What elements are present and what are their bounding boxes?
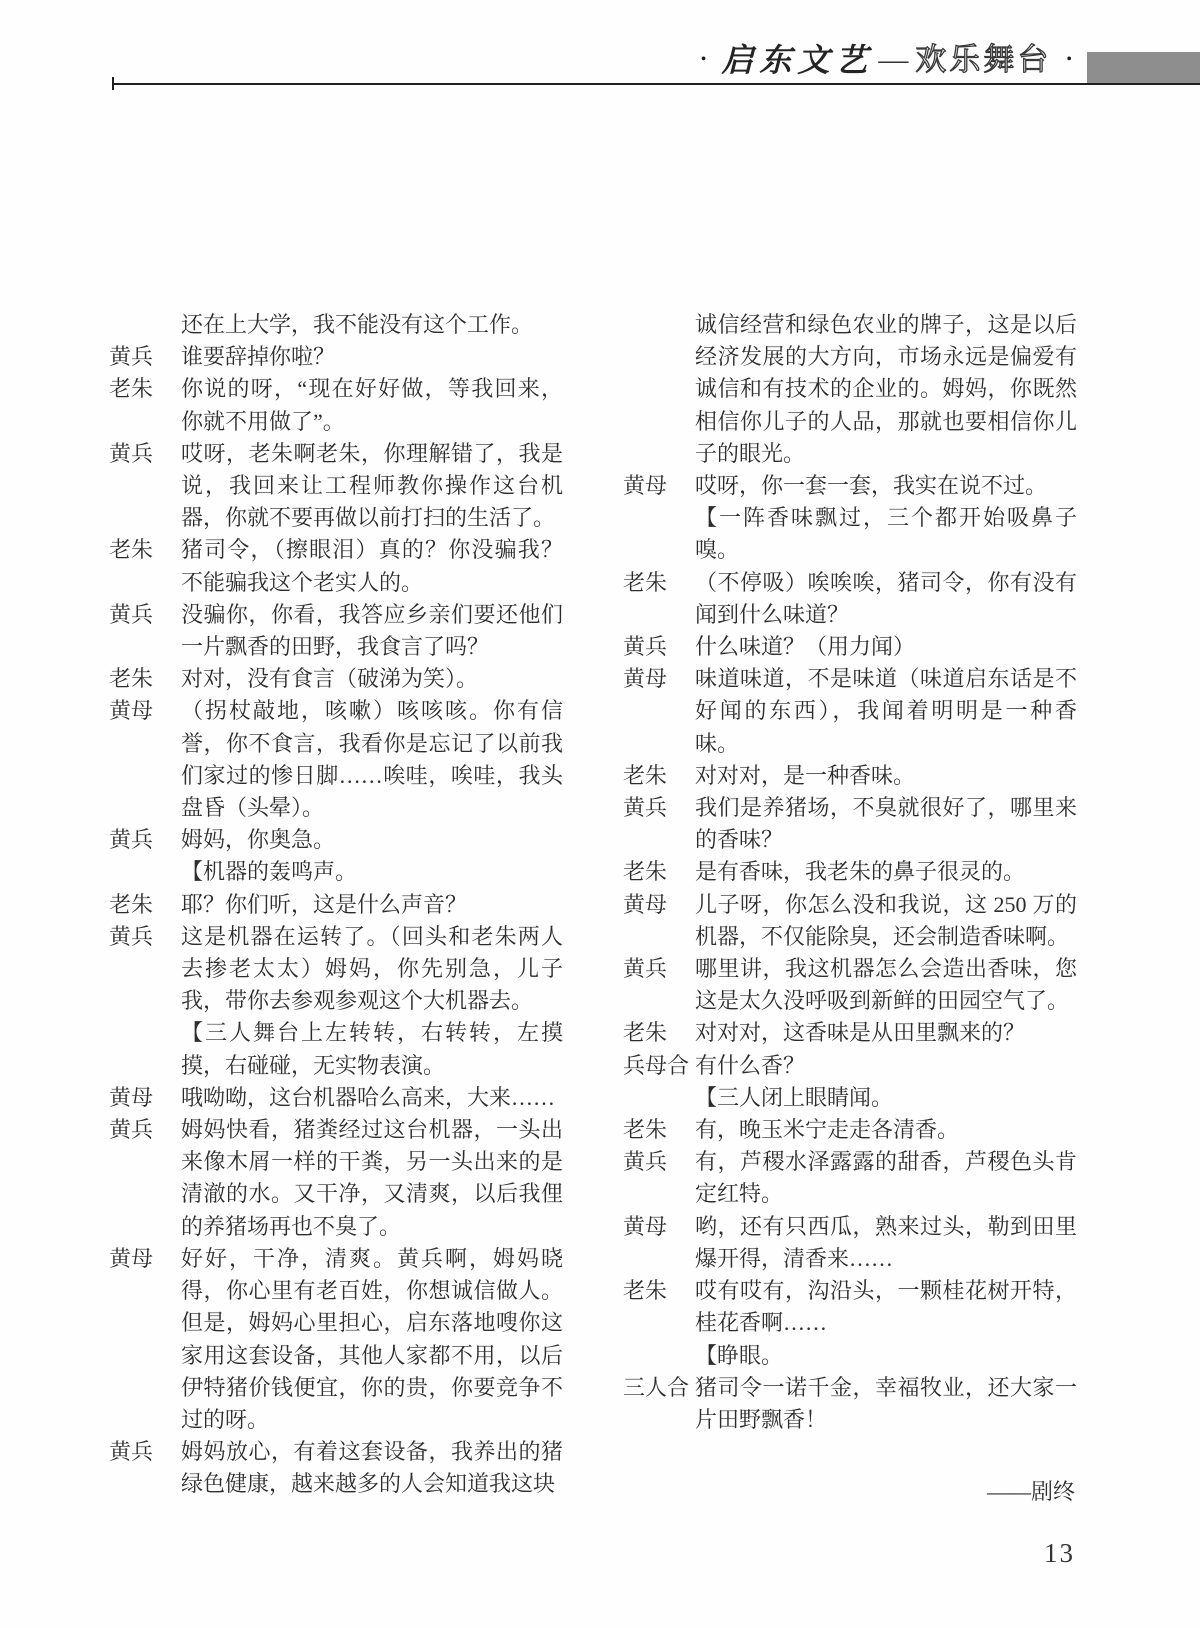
dialogue-text: 味道味道，不是味道（味道启东话是不好闻的东西），我闻着明明是一种香味。 [695, 666, 1077, 756]
speaker-label: 黄母 [109, 1084, 154, 1110]
dialogue-entry [109, 341, 563, 373]
script-end-mark: ——剧终 [986, 1479, 1075, 1505]
stage-direction [623, 502, 1077, 566]
dialogue-entry [623, 663, 1077, 760]
stage-text: 【一阵香味飘过，三个都开始吸鼻子嗅。 [695, 505, 1077, 563]
speaker-label: 黄兵 [623, 795, 668, 821]
speaker-label: 黄母 [109, 1245, 154, 1271]
dialogue-text: 哎有哎有，沟沿头，一颗桂花树开特，桂花香啊…… [695, 1278, 1077, 1336]
dialogue-text: 姆妈，你奥急。 [181, 827, 336, 853]
stage-text: 【机器的轰鸣声。 [181, 859, 358, 885]
speaker-label [109, 856, 181, 888]
dialogue-text: 耶？你们听，这是什么声音？ [181, 891, 468, 917]
dialogue-entry [109, 824, 563, 856]
stage-direction [623, 1082, 1077, 1114]
header-dash: — [878, 43, 909, 76]
dialogue-continuation [109, 309, 563, 341]
speaker-label: 黄母 [623, 891, 668, 917]
speaker-label [109, 309, 181, 341]
dialogue-entry [623, 1372, 1077, 1436]
dialogue-entry [623, 889, 1077, 953]
speaker-label: 黄兵 [623, 956, 668, 982]
speaker-label: 黄母 [623, 1213, 668, 1239]
speaker-label [623, 502, 695, 566]
dialogue-text: 哦呦呦，这台机器哈么高来，大来…… [181, 1084, 556, 1110]
dialogue-text: 对对，没有食言（破涕为笑）。 [181, 666, 479, 692]
speaker-label: 老朱 [109, 891, 154, 917]
dialogue-text: 诚信经营和绿色农业的牌子，这是以后经济发展的大方向，市场永远是偏爱有诚信和有技术的企业的。姆妈，你既然相信你儿子的人品，那就也要相信你儿子的眼光。 [695, 312, 1077, 466]
stage-direction [623, 1340, 1077, 1372]
speaker-label: 老朱 [623, 1117, 668, 1143]
page-number: 13 [1044, 1538, 1075, 1568]
speaker-label: 黄母 [623, 666, 668, 692]
dialogue-entry [623, 953, 1077, 1017]
dialogue-text: 这是机器在运转了。（回头和老朱两人去掺老太太）姆妈，你先别急，儿子我，带你去参观参观这个大机器去。 [181, 923, 563, 1014]
stage-text: 【三人舞台上左转转，右转转，左摸摸，右碰碰，无实物表演。 [181, 1020, 563, 1078]
speaker-label: 黄兵 [109, 827, 154, 853]
speaker-label [623, 309, 695, 470]
dialogue-entry [109, 534, 563, 598]
speaker-label: 三人合 [623, 1374, 690, 1400]
dialogue-entry [623, 470, 1077, 502]
dialogue-entry [623, 1275, 1077, 1339]
header-bullet-right: • [1066, 51, 1072, 68]
dialogue-entry [109, 438, 563, 535]
dialogue-entry [623, 567, 1077, 631]
header-rule-line [113, 83, 1200, 85]
dialogue-entry [109, 663, 563, 695]
dialogue-text: （不停吸）唉唉唉，猪司令，你有没有闻到什么味道？ [695, 569, 1077, 627]
stage-text: 【睁眼。 [695, 1342, 784, 1368]
left-column-entries [109, 309, 563, 1501]
dialogue-entry [623, 1146, 1077, 1210]
speaker-label: 黄兵 [109, 601, 154, 627]
dialogue-entry [109, 1243, 563, 1436]
speaker-label: 黄兵 [623, 1149, 668, 1175]
dialogue-text: 有什么香？ [695, 1052, 806, 1078]
dialogue-entry [623, 792, 1077, 856]
magazine-name: 启东文艺 [721, 42, 874, 78]
stage-direction [109, 856, 563, 888]
speaker-label: 黄兵 [109, 344, 154, 370]
dialogue-entry [109, 695, 563, 824]
dialogue-entry [623, 1114, 1077, 1146]
dialogue-text: 有，芦稷水泽露露的甜香，芦稷色头肯定红特。 [695, 1149, 1077, 1207]
speaker-label: 黄母 [623, 473, 668, 499]
dialogue-text: 对对对，这香味是从田里飘来的？ [695, 1020, 1026, 1046]
dialogue-text: 是有香味，我老朱的鼻子很灵的。 [695, 859, 1026, 885]
dialogue-text: 哎呀，你一套一套，我实在说不过。 [695, 473, 1048, 499]
script-column-left [109, 309, 563, 1501]
dialogue-entry [109, 1436, 563, 1500]
speaker-label: 老朱 [623, 569, 668, 595]
dialogue-entry [109, 889, 563, 921]
header-bullet-left: • [700, 51, 707, 68]
dialogue-text: 猪司令一诺千金，幸福牧业，还大家一片田野飘香！ [695, 1374, 1077, 1432]
dialogue-text: 好好，干净，清爽。黄兵啊，姆妈晓得，你心里有老百姓，你想诚信做人。但是，姆妈心里担心，启东落地嗖你这家用这套设备，其他人家都不用，以后伊特猪价钱便宜，你的贵，你要竞争不过的呀。 [181, 1245, 563, 1432]
speaker-label: 兵母合 [623, 1052, 690, 1078]
dialogue-entry [109, 921, 563, 1018]
speaker-label: 黄兵 [109, 440, 154, 466]
speaker-label: 老朱 [109, 666, 154, 692]
speaker-label: 老朱 [623, 1278, 668, 1304]
dialogue-text: 姆妈快看，猪粪经过这台机器，一头出来像木屑一样的干粪，另一头出来的是清澈的水。又干净，又清爽，以后我俚的养猪场再也不臭了。 [181, 1117, 563, 1239]
speaker-label [109, 1017, 181, 1081]
dialogue-entry [109, 373, 563, 437]
speaker-label: 黄兵 [623, 634, 668, 660]
section-name: 欢乐舞台 [915, 42, 1052, 77]
dialogue-entry [109, 599, 563, 663]
dialogue-entry [623, 760, 1077, 792]
dialogue-text: 哎呀，老朱啊老朱，你理解错了，我是说，我回来让工程师教你操作这台机器，你就不要再做以前打扫的生活了。 [181, 440, 563, 531]
dialogue-entry [623, 631, 1077, 663]
dialogue-continuation [623, 309, 1077, 470]
script-column-right [623, 309, 1077, 1508]
dialogue-text: 姆妈放心，有着这套设备，我养出的猪绿色健康，越来越多的人会知道我这块 [181, 1439, 563, 1497]
speaker-label [623, 1082, 695, 1114]
dialogue-text: 你说的呀，“现在好好做，等我回来，你就不用做了”。 [181, 376, 563, 434]
speaker-label: 黄兵 [109, 923, 154, 949]
speaker-label [623, 1340, 695, 1372]
speaker-label: 黄母 [109, 698, 154, 724]
stage-direction [109, 1017, 563, 1081]
dialogue-text: （拐杖敲地，咳嗽）咳咳咳。你有信誉，你不食言，我看你是忘记了以前我们家过的惨日脚……唉哇，唉哇，我头盘昏（头晕）。 [181, 698, 563, 821]
speaker-label: 老朱 [109, 537, 154, 563]
speaker-label: 黄兵 [109, 1117, 154, 1143]
dialogue-entry [623, 1017, 1077, 1049]
dialogue-entry [109, 1114, 563, 1243]
dialogue-text: 有，晚玉米宁走走各清香。 [695, 1117, 960, 1143]
dialogue-text: 猪司令，（擦眼泪）真的？你没骗我？不能骗我这个老实人的。 [181, 537, 563, 595]
speaker-label: 老朱 [623, 762, 668, 788]
dialogue-text: 没骗你，你看，我答应乡亲们要还他们一片飘香的田野，我食言了吗？ [181, 601, 563, 660]
dialogue-text: 哟，还有只西瓜，熟来过头，勒到田里爆开得，清香来…… [695, 1213, 1077, 1271]
dialogue-text: 哪里讲，我这机器怎么会造出香味，您这是太久没呼吸到新鲜的田园空气了。 [695, 956, 1077, 1014]
speaker-label: 老朱 [623, 859, 668, 885]
page-header-title [701, 42, 1072, 78]
dialogue-text: 什么味道？（用力闻） [695, 634, 916, 660]
dialogue-entry [623, 1211, 1077, 1275]
right-column-entries [623, 309, 1077, 1436]
dialogue-entry [623, 1050, 1077, 1082]
speaker-label: 老朱 [109, 376, 154, 402]
speaker-label: 黄兵 [109, 1439, 154, 1465]
dialogue-entry [623, 856, 1077, 888]
speaker-label: 老朱 [623, 1020, 668, 1046]
dialogue-text: 还在上大学，我不能没有这个工作。 [181, 312, 534, 337]
dialogue-text: 儿子呀，你怎么没和我说，这 250 万的机器，不仅能除臭，还会制造香味啊。 [695, 891, 1077, 949]
dialogue-text: 我们是养猪场，不臭就很好了，哪里来的香味？ [695, 795, 1077, 853]
dialogue-entry [109, 1082, 563, 1114]
dialogue-text: 谁要辞掉你啦？ [181, 344, 336, 370]
dialogue-text: 对对对，是一种香味。 [695, 762, 916, 788]
stage-text: 【三人闭上眼睛闻。 [695, 1084, 894, 1110]
header-gray-block [1087, 52, 1200, 83]
